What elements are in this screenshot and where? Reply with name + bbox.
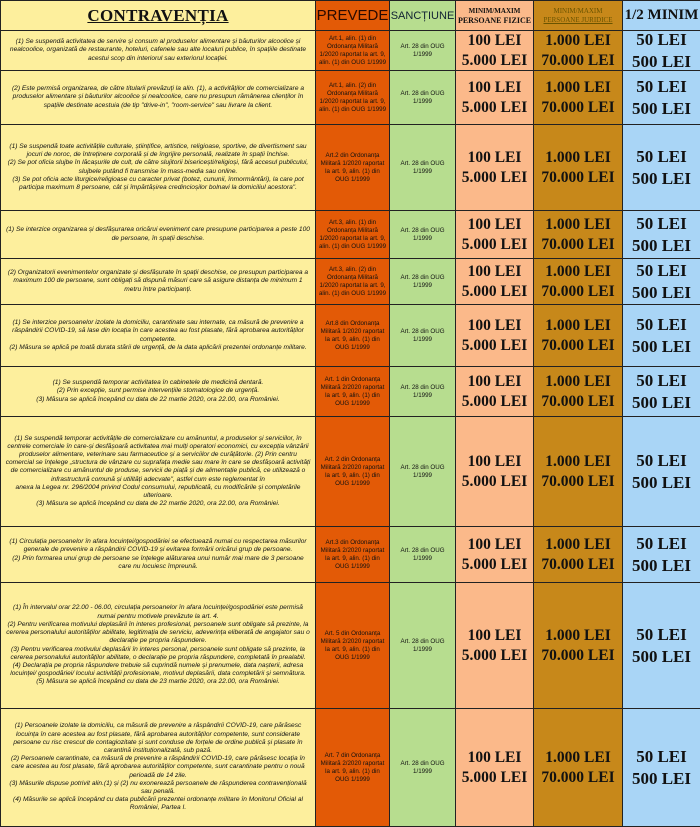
maximum-amount: 70.000 LEI [541,283,615,300]
contraventia-cell [0,259,316,304]
maximum-amount: 70.000 LEI [541,393,615,410]
maximum-amount: 500 LEI [631,473,692,492]
contraventia-paragraph: (3) Măsura se aplică începând cu data de 22 martie 2020, ora 22.00, ora României. [36,395,280,403]
minimum-amount: 50 LEI [636,77,687,96]
maximum-amount: 500 LEI [631,99,692,118]
header-sanctiune [390,1,456,30]
prevede-text: Art.8 din Ordonanța Militară 1/2020 raportat la art. 9, alin. (1) din OUG 1/1999 [320,319,385,351]
persoane-fizice-cell [456,583,534,708]
sanctiune-text: Art. 28 din OUG 1/1999 [400,463,445,479]
contraventia-paragraph: (2) Persoanele carantinate, ca măsură de prevenire a răspândirii COVID-19, care părăsesc locația în care acestea au fost plasate, fără aprobarea autorităților competente, sunt carantinate pentru o nouă perioadă de 14 zile. [11,755,305,779]
prevede-text: Art. 5 din Ordonanța Militară 2/2020 raportat la art. 9, alin. (1) din OUG 1/1999 [320,629,385,661]
prevede-cell [316,709,390,826]
persoane-juridice-cell [534,583,623,708]
contraventia-text [5,143,311,192]
persoane-juridice-cell [534,305,623,366]
contraventia-paragraph: (2) Prin formarea unui grup de persoane se înțelege alăturarea unui număr mai mare de 3 persoane care nu locuiesc împreună. [12,554,304,570]
table-row [0,708,700,827]
sanctiune-cell [390,417,456,526]
minimum-amount: 50 LEI [636,625,687,644]
contraventia-cell [0,417,316,526]
persoane-juridice-cell [534,31,623,70]
contraventia-cell [0,125,316,210]
header-half-label: 1/2 MINIM [624,7,699,23]
minimum-amount: 1.000 LEI [545,535,611,553]
prevede-text: Art.1, alin. (1) din Ordonanța Militară 1/2020 raportat la art. 9, alin. (1) din OUG 1/1999 [318,34,387,66]
maximum-amount: 5.000 LEI [461,236,528,253]
maximum-amount: 5.000 LEI [461,283,528,300]
minimum-amount: 1.000 LEI [545,372,611,390]
maximum-amount: 500 LEI [631,337,692,356]
minimum-amount: 50 LEI [636,261,687,280]
maximum-amount: 500 LEI [631,283,692,302]
minimum-amount: 1.000 LEI [545,316,611,334]
header-prevede [316,1,390,30]
contraventia-text [5,38,311,63]
persoane-juridice-cell [534,259,623,304]
persoane-fizice-cell [456,259,534,304]
minimum-amount: 50 LEI [636,147,687,166]
minimum-amount: 50 LEI [636,371,687,390]
table-row [0,258,700,304]
maximum-amount: 70.000 LEI [541,52,615,69]
contraventia-paragraph: (2) Prin excepție, sunt permise intervențiile stomatologice de urgență. [56,387,260,395]
contraventia-paragraph: (1) Persoanele izolate la domiciliu, ca măsură de prevenire a răspândirii COVID-19, care părăsesc locuința în care acestea au fost plasate, fără aprobarea autorităților competente, sunt considerate persoane cu risc crescut de contagiozitate și sunt conduse de forțele de ordine publică și plasate în carantină instituționalizată, sub pază. [13,722,303,754]
contraventia-paragraph: (1) Se interzice organizarea și desfășurarea oricărui eveniment care presupune participarea a peste 100 de persoane, în spații deschise. [6,226,310,242]
table-row [0,30,700,70]
contraventia-paragraph: (3) Se pot oficia acte liturgice/religioase cu caracter privat (botez, cununii, înmormântări), la care pot participa maximum 8 persoane, cât și împărtășirea credincioșilor bolnavi la domiciliul acestora". [12,175,304,191]
minimum-amount: 50 LEI [636,451,687,470]
table-row [0,210,700,258]
maximum-amount: 5.000 LEI [461,393,528,410]
maximum-amount: 500 LEI [631,236,692,255]
contraventia-paragraph: (1) În intervalul orar 22.00 - 06.00, circulația persoanelor în afara locuinței/gospodăriei este permisă numai pentru motivele prevăzute la art. 4. [13,604,303,620]
maximum-amount: 500 LEI [631,169,692,188]
contraventia-paragraph: (2) Este permisă organizarea, de către titularii prevăzuți la alin. (1), a activităților de comercializare a produselor alimentare și băuturilor alcoolice și nealcoolice, care nu presupun rămânerea clienților în spațiile destinate acestuia (de tip "drive-in", "room-service" sau livrare la client. [11,85,305,109]
sanctiune-cell [390,211,456,258]
header-pf-line2: PERSOANE FIZICE [457,15,532,25]
minimum-amount: 100 LEI [467,262,522,280]
sanctiune-text: Art. 28 din OUG 1/1999 [400,637,445,653]
half-minim-cell [623,367,700,416]
sanctiune-text: Art. 28 din OUG 1/1999 [400,89,445,105]
persoane-juridice-cell [534,417,623,526]
minimum-amount: 100 LEI [467,626,522,644]
maximum-amount: 70.000 LEI [541,769,615,786]
sanctiune-text: Art. 28 din OUG 1/1999 [400,273,445,289]
half-minim-cell [623,527,700,582]
header-persoane-juridice [534,1,623,30]
maximum-amount: 5.000 LEI [461,52,528,69]
prevede-cell [316,259,390,304]
maximum-amount: 500 LEI [631,393,692,412]
maximum-amount: 5.000 LEI [461,99,528,116]
header-pf-text [458,7,531,25]
header-prevede-label: PREVEDE [316,7,389,24]
header-pj-line1: MINIM/MAXIM [553,6,603,15]
header-pf-line1: MINIM/MAXIM [468,6,521,15]
table-row [0,70,700,124]
maximum-amount: 5.000 LEI [461,473,528,490]
contraventia-cell [0,583,316,708]
contraventia-paragraph: (1) Se interzice persoanelor izolate la domiciliu, carantinate sau internate, ca măsură de prevenire a răspândirii COVID-19, să lase din locația în care acestea au fost plasate, fără aprobarea autorităților competente. [12,319,304,343]
minimum-amount: 100 LEI [467,215,522,233]
sanctiune-text: Art. 28 din OUG 1/1999 [400,546,445,562]
prevede-text: Art.1, alin. (2) din Ordonanța Militară 1/2020 raportat la art. 9, alin. (1) din OUG 1/1999 [318,81,387,113]
header-row [0,0,700,30]
table-row [0,526,700,582]
prevede-cell [316,367,390,416]
contraventia-text [5,538,311,571]
persoane-juridice-cell [534,527,623,582]
contraventia-paragraph: (5) Măsura se aplică începând cu data de 23 martie 2020, ora 22.00, ora României. [36,678,280,686]
minimum-amount: 50 LEI [636,534,687,553]
persoane-fizice-cell [456,31,534,70]
minimum-amount: 1.000 LEI [545,748,611,766]
maximum-amount: 5.000 LEI [461,647,528,664]
maximum-amount: 5.000 LEI [461,556,528,573]
minimum-amount: 1.000 LEI [545,452,611,470]
contraventia-cell [0,709,316,826]
contraventia-text [5,379,311,404]
half-minim-cell [623,211,700,258]
sanctiune-cell [390,709,456,826]
prevede-text: Art.3, alin. (2) din Ordonanța Militară 1/2020 raportat la art. 9, alin. (1) din OUG 1/1999 [318,265,387,297]
maximum-amount: 500 LEI [631,556,692,575]
contraventia-cell [0,71,316,124]
persoane-fizice-cell [456,367,534,416]
sanctiune-text: Art. 28 din OUG 1/1999 [400,759,445,775]
prevede-text: Art.3, alin. (1) din Ordonanța Militară 1/2020 raportat la art. 9, alin. (1) din OUG 1/1999 [318,218,387,250]
contraventia-paragraph: (3) Măsura se aplică începând cu data de 22 martie 2020, ora 22.00, ora României. [36,500,280,508]
half-minim-cell [623,709,700,826]
persoane-fizice-cell [456,305,534,366]
half-minim-cell [623,305,700,366]
sanctiune-cell [390,125,456,210]
half-minim-cell [623,71,700,124]
prevede-text: Art. 2 din Ordonanța Militară 2/2020 raportat la art. 9, alin. (1) din OUG 1/1999 [320,455,385,487]
maximum-amount: 70.000 LEI [541,473,615,490]
contraventia-paragraph: (1) Se suspendă toate activitățile culturale, științifice, artistice, religioase, sportive, de divertisment sau jocuri de noroc, de întreținere corporală și de îngrijire personală, realizate în spații închise. [9,142,307,159]
header-contraventia-label: CONTRAVENȚIA [87,5,229,25]
minimum-amount: 1.000 LEI [545,262,611,280]
maximum-amount: 5.000 LEI [461,337,528,354]
header-half-minim [623,1,700,30]
prevede-cell [316,125,390,210]
sanctiune-cell [390,71,456,124]
maximum-amount: 500 LEI [631,52,692,70]
contraventia-text [5,269,311,294]
sanctiune-cell [390,259,456,304]
maximum-amount: 70.000 LEI [541,169,615,186]
prevede-cell [316,583,390,708]
minimum-amount: 50 LEI [636,747,687,766]
half-minim-cell [623,259,700,304]
contraventia-paragraph: (2) Pentru verificarea motivului deplasării în interes profesional, persoanele sunt obligate să prezinte, la cererea personalului autorităților abilitate, legitimația de serviciu, adeverința eliberată de angajator sau o declarație pe propria răspundere. [6,620,310,645]
contraventia-text [5,226,311,242]
minimum-amount: 1.000 LEI [545,78,611,96]
prevede-text: Art.3 din Ordonanța Militară 2/2020 raportat la art. 9, alin. (1) din OUG 1/1999 [320,538,385,570]
contraventia-cell [0,527,316,582]
contraventia-paragraph: (2) Organizatorii evenimentelor organizate și desfășurate în spații deschise, ce presupun participarea a maximum 100 de persoane, sunt obligați să dispună măsuri care să asigure distanța de minimum 1 metru între participanți. [7,269,309,293]
contraventia-paragraph: (1) Se suspendă activitatea de servire și consum al produselor alimentare și băuturilor alcoolice și nealcoolice, organizată de restaurante, hoteluri, cafenele sau alte localuri publice, în spațiile destinate acestui scop din interiorul sau exteriorul locației. [9,38,307,62]
persoane-fizice-cell [456,211,534,258]
prevede-text: Art. 1 din Ordonanța Militară 2/2020 raportat la art. 9, alin. (1) din OUG 1/1999 [320,375,385,407]
prevede-cell [316,31,390,70]
table-row [0,124,700,210]
maximum-amount: 70.000 LEI [541,337,615,354]
contraventia-paragraph: (1) Se suspendă temporar activitatea în cabinetele de medicină dentară. [52,379,264,387]
maximum-amount: 500 LEI [631,769,692,788]
table-row [0,582,700,708]
sanctiune-cell [390,527,456,582]
maximum-amount: 5.000 LEI [461,769,528,786]
maximum-amount: 70.000 LEI [541,236,615,253]
sanctiune-text: Art. 28 din OUG 1/1999 [400,159,445,175]
half-minim-cell [623,417,700,526]
minimum-amount: 1.000 LEI [545,215,611,233]
minimum-amount: 100 LEI [467,148,522,166]
sanctiune-text: Art. 28 din OUG 1/1999 [400,327,445,343]
contraventia-text [5,85,311,110]
persoane-fizice-cell [456,125,534,210]
prevede-cell [316,305,390,366]
half-minim-cell [623,583,700,708]
prevede-cell [316,211,390,258]
sanctiune-cell [390,305,456,366]
header-persoane-fizice [456,1,534,30]
minimum-amount: 50 LEI [636,31,687,49]
maximum-amount: 500 LEI [631,647,692,666]
sanctiune-text: Art. 28 din OUG 1/1999 [400,42,445,58]
minimum-amount: 50 LEI [636,214,687,233]
minimum-amount: 1.000 LEI [545,148,611,166]
contraventia-cell [0,367,316,416]
half-minim-cell [623,31,700,70]
maximum-amount: 70.000 LEI [541,99,615,116]
contraventia-paragraph: (3) Pentru verificarea motivului deplasării în interes personal, persoanele sunt obligate să prezinte, la cererea personalului autorităților abilitate, o declarație pe propria răspundere, completată în prealabil. [10,645,306,661]
maximum-amount: 70.000 LEI [541,647,615,664]
minimum-amount: 100 LEI [467,78,522,96]
prevede-cell [316,71,390,124]
contraventia-paragraph: (4) Declarația pe propria răspundere trebuie să cuprindă numele și prenumele, data nașterii, adresa locuinței/ gospodăriei/ locului activității profesionale, motivul deplasării, data completării și semnătura. [10,661,306,678]
table-row [0,366,700,416]
contraventia-paragraph: (1) Se suspendă temporar activitățile de comercializare cu amănuntul, a produselor și serviciilor, în centrele comerciale în care-și desfășoară activitatea mai mulți operatori economici, cu excepția vânzării produselor alimentare, veterinare sau farmaceutice și a serviciilor de curățătorie. (2) Prin centru comercial se înțelege „structura de vânzare cu suprafața medie sau mare în care se desfășoară activități de comercializare cu amănuntul de produse, servicii de piață și de alimentație publică, ce utilizează o infrastructură comună și utilități adecvate", astfel cum este reglementat în [5,434,311,483]
contraventia-cell [0,211,316,258]
contraventia-paragraph: (2) Se pot oficia slujbe în lăcașurile de cult, de către slujitorii bisericești/religioși, fără accesul publicului, slujbele putând fi transmise în mass-media sau online. [7,159,309,175]
half-minim-cell [623,125,700,210]
table-row [0,416,700,526]
prevede-text: Art. 7 din Ordonanța Militară 2/2020 raportat la art. 9, alin. (1) din OUG 1/1999 [320,751,385,783]
persoane-fizice-cell [456,417,534,526]
maximum-amount: 5.000 LEI [461,169,528,186]
persoane-juridice-cell [534,71,623,124]
contraventia-paragraph: (2) Măsura se aplică pe toată durata stării de urgență, de la data aplicării prezentei ordonanțe militare. [9,343,307,351]
minimum-amount: 1.000 LEI [545,31,611,49]
contraventia-text [5,722,311,812]
contraventia-text [5,435,311,509]
table-row [0,304,700,366]
persoane-juridice-cell [534,709,623,826]
header-sanctiune-label: SANCȚIUNE [390,9,455,22]
minimum-amount: 100 LEI [467,748,522,766]
contraventia-cell [0,31,316,70]
minimum-amount: 100 LEI [467,535,522,553]
minimum-amount: 100 LEI [467,372,522,390]
prevede-text: Art.2 din Ordonanța Militară 1/2020 raportat la art. 9, alin. (1) din OUG 1/1999 [320,151,385,183]
contraventia-cell [0,305,316,366]
header-pj-text [543,7,612,25]
sanctiune-cell [390,583,456,708]
header-contraventia [0,1,316,30]
sanctiune-text: Art. 28 din OUG 1/1999 [400,226,445,242]
minimum-amount: 100 LEI [467,316,522,334]
contraventia-paragraph: (4) Măsurile se aplică începând cu data publicării prezentei ordonanțe militare în Monitorul Oficial al României, Partea I. [13,796,303,812]
contraventia-paragraph: (1) Circulația persoanelor în afara locuinței/gospodăriei se efectuează numai cu respectarea măsurilor generale de prevenire a răspândirii COVID-19 și evitarea formării oricărui grup de persoane. [9,538,307,554]
minimum-amount: 1.000 LEI [545,626,611,644]
contraventia-text [5,604,311,686]
minimum-amount: 100 LEI [467,452,522,470]
minimum-amount: 100 LEI [467,31,522,49]
persoane-fizice-cell [456,71,534,124]
persoane-juridice-cell [534,125,623,210]
contraventia-paragraph: anexa la Legea nr. 296/2004 privind Codul consumului, republicată, cu modificările și completările ulterioare. [15,483,301,499]
persoane-juridice-cell [534,367,623,416]
prevede-cell [316,527,390,582]
maximum-amount: 70.000 LEI [541,556,615,573]
persoane-juridice-cell [534,211,623,258]
header-pj-line2: PERSOANE JURIDICE [543,15,613,24]
contraventia-paragraph: (3) Măsurile dispuse potrivit alin.(1) și (2) nu exonerează persoanele de răspunderea contravențională sau penală. [9,779,307,795]
contraventia-text [5,319,311,352]
minimum-amount: 50 LEI [636,315,687,334]
persoane-fizice-cell [456,527,534,582]
sanctiune-text: Art. 28 din OUG 1/1999 [400,383,445,399]
sanctiune-cell [390,367,456,416]
persoane-fizice-cell [456,709,534,826]
prevede-cell [316,417,390,526]
sanctiune-cell [390,31,456,70]
